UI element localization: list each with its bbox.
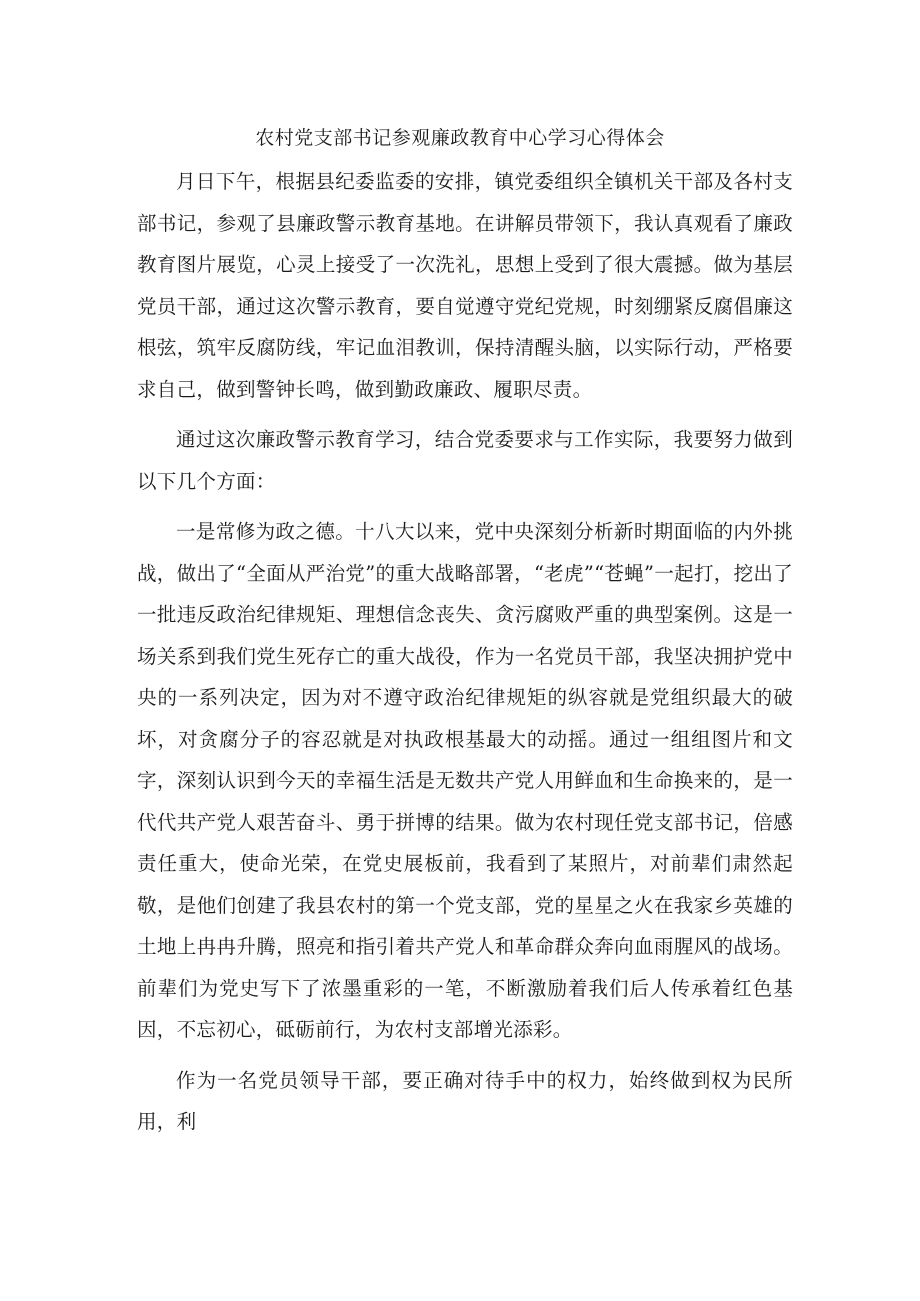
paragraph-point-one: 一是常修为政之德。十八大以来，党中央深刻分析新时期面临的内外挑战，做出了“全面从严治党”的重大战略部署，“老虎”“苍蝇”一起打，挖出了一批违反政治纪律规矩、理想信念丧失、贪污腐败严重的典型案例。这是一场关系到我们党生死存亡的重大战役，作为一名党员干部，我坚决拥护党中央的一系列决定，因为对不遵守政治纪律规矩的纵容就是党组织最大的破坏，对贪腐分子的容忍就是对执政根基最大的动摇。通过一组组图片和文字，深刻认识到今天的幸福生活是无数共产党人用鲜血和生命换来的，是一代代共产党人艰苦奋斗、勇于拼博的结果。做为农村现任党支部书记，倍感责任重大，使命光荣，在党史展板前，我看到了某照片，对前辈们肃然起敬，是他们创建了我县农村的第一个党支部，党的星星之火在我家乡英雄的土地上冉冉升腾，照亮和指引着共产党人和革命群众奔向血雨腥风的战场。前辈们为党史写下了浓墨重彩的一笔，不断激励着我们后人传承着红色基因，不忘初心，砥砺前行，为农村支部增光添彩。 xyxy=(137,520,793,1041)
paragraph-transition: 通过这次廉政警示教育学习，结合党委要求与工作实际，我要努力做到以下几个方面： xyxy=(137,428,793,493)
document-title: 农村党支部书记参观廉政教育中心学习心得体会 xyxy=(255,127,665,149)
document-body xyxy=(137,161,793,1143)
paragraph-continued: 作为一名党员领导干部，要正确对待手中的权力，始终做到权为民所用，利 xyxy=(137,1068,793,1133)
paragraph-intro: 月日下午，根据县纪委监委的安排，镇党委组织全镇机关干部及各村支部书记，参观了县廉政警示教育基地。在讲解员带领下，我认真观看了廉政教育图片展览，心灵上接受了一次洗礼，思想上受到了很大震撼。做为基层党员干部，通过这次警示教育，要自觉遵守党纪党规，时刻绷紧反腐倡廉这根弦，筑牢反腐防线，牢记血泪教训，保持清醒头脑，以实际行动，严格要求自己，做到警钟长鸣，做到勤政廉政、履职尽责。 xyxy=(137,170,793,401)
